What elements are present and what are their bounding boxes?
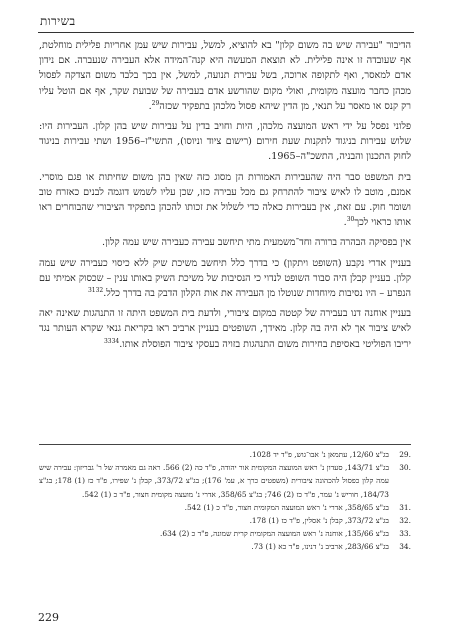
footnote-number: .33 [399, 529, 411, 539]
paragraph: בעניין אוחנה דנו בעבירה של קטטה במקום ציבורי, ולדעת בית המשפט היתה זו התנהגות שאינה יאה לאיש ציבור אך לא היה בה קלון. מאידך, השופטים בעניין ארביב ראו בקריאת גנאי שקרא העותר נגד יריבו הפוליטי באסיפת בחירות משום התנהגות בזויה בעסקי ציבור הפוסלת אותו.$^{3334}$ [39, 308, 411, 350]
footnote [39, 540, 411, 553]
footnote-text: בג"צ 358/65, אדרי נ' ראש המועצה המקומית חצור, פ"ד כ (1) 542. [184, 502, 389, 512]
paragraph: הדיבור "עבירה שיש בה משום קלון" בא להוציא, למשל, עבירות שיש עמן אחריות פלילית מוחלטת, אף שעובדה זו אינה פלילית. לא תוצאת המעשה היא קנה־המידה אלא העבירה שנעברה. אם נידון אדם למאסר, ואף לתקופה ארוכה, בשל עבירת תנועה, למשל, אין בכך בלבד משום הצדקה לפסול מכהן כחבר מועצה מקומית, ואולי מקום שהורשע אדם בעבירה של שבועת שקר, אף אם הוטל עליו רק קנס או מאסר על תנאי, מן הדין שיהא פסול מלכהן בתפקיד שכזה$^{29}$. [39, 40, 411, 112]
footnote-text: בג"צ 12/60, עתמאן נ' אבו־גוש, פ"ד יד 1028. [249, 450, 389, 459]
footnote-text: בג"צ 283/66, ארביב נ' דנינו, פ"ד כא (1) 73. [251, 542, 389, 552]
footnote-ref[interactable]: 32 [95, 286, 104, 294]
footnote-ref[interactable]: 33 [103, 337, 112, 345]
page-number: 229 [38, 611, 59, 624]
section-title: בשירות [40, 14, 76, 28]
paragraph: אין בפסיקה הבהרה ברורה וחד־משמעית מתי תיחשב עבירה כעבירה שיש עמה קלון. [102, 237, 411, 249]
paragraph: פלוני נפסל על ידי ראש המועצה מלכהן, היות וחויב בדין על עבירות שיש בהן קלון. העבירות היו: שלוש עבירות בניגוד לתקנות שעת חירום (רישום ציוד וניוסו), התשי"ז–1956 ושתי עבירות בניגוד לחוק התכנון והבניה, התשכ"ה–1965. [39, 121, 412, 163]
body-text [39, 38, 411, 357]
footnote-number: .30 [399, 463, 411, 473]
footnote-text: בג"צ 373/72, קבלן נ' אסלין, פ"ד כז (1) 178. [249, 516, 389, 526]
footnote-number: .32 [399, 516, 411, 526]
footnote-text: בג"צ 135/66, אוחנה נ' ראש המועצה המקומית קרית שמונה, פ"ד כ (2) 634. [160, 529, 389, 539]
paragraph: בית המשפט סבר היה שהעבירות האמורות הן מסוג כזה שאין בהן משום שחיתות או פגם מוסרי. אמנם, מוטב לו לאיש ציבור להתרחק גם מכל עבירה כזו, שכן עליו לשמש דוגמה לבנים כאזרח טוב ושומר חוק. עם זאת, אין בעבירות כאלה כדי לשלול את זכותו להכהן בתפקיד הציבורי שהבוחרים ראו אותו כראוי לכך$^{30}$. [39, 171, 411, 229]
paragraph: בעניין אדרי נקבע (השופט ויתקון) כי בדרך כלל תיחשב משיכת שיק ללא כיסוי כעבירה שיש עמה קלון. בעניין קבלן היה סבור השופט לנדוי כי הנסיבות של משיכת השיק באותו ענין – שכסוק אמיתי עם הנפרע – היו נסיבות מיוחדות שנוטלו מן העבירה את אות הקלון הדבק בה בדרך כלל.$^{3132}$ [39, 257, 411, 300]
footnote-ref[interactable]: 29 [151, 99, 160, 107]
footnotes [39, 448, 411, 554]
footnote-number: .34 [399, 542, 411, 552]
footnote-ref[interactable]: 31 [87, 286, 96, 294]
running-head [38, 12, 414, 33]
footnote [39, 514, 411, 527]
footnote [39, 501, 411, 514]
footnote [39, 527, 411, 540]
footnote-number: .29 [399, 450, 411, 459]
footnote [39, 461, 411, 501]
footnote-ref[interactable]: 34 [111, 337, 120, 345]
footnote [39, 448, 411, 461]
footnote-ref[interactable]: 30 [346, 216, 355, 224]
footnote-text: בג"צ 143/71, סעדון נ' ראש המועצה המקומית אור יהודה, פ"ד כה (2) 566. ראה גם מאמרה של ר' גבריזון: עבירה שיש עמה קלון כפסול להכהונה ציבורית (משפטים כרך א, עמ' 176); בג"צ 373/72, קבלן נ' שפירו, פ"ד כז (1) 178; בג"צ 184/73, חוריש נ' עמר, פ"ד כז (2) 746; בג"צ 358/65, אדרי נ' מועצה מקומית חצור, פ"ד כ (1) 542. [39, 463, 389, 499]
footnote-divider [39, 444, 411, 445]
footnote-number: .31 [399, 502, 411, 512]
